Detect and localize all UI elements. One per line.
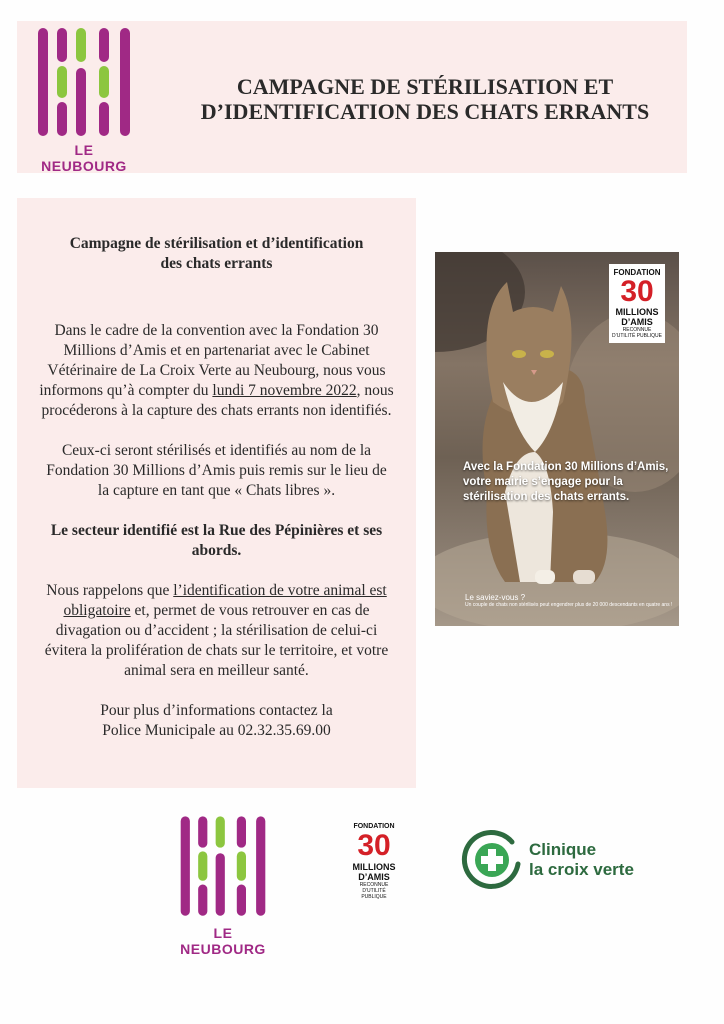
green-cross-icon — [460, 828, 524, 892]
paragraph-sterilisation: Ceux-ci seront stérilisés et identifiés au nom de la Fondation 30 Millions d’Amis puis remis sur le lieu de la capture en tant que « Chats libres ». — [46, 442, 387, 499]
contact-phone: Police Municipale au 02.32.35.69.00 — [102, 722, 331, 739]
le-neubourg-logo — [34, 28, 134, 174]
contact-line1: Pour plus d’informations contactez la — [100, 702, 333, 719]
footer-badge-utilite: D’UTILITÉ PUBLIQUE — [361, 888, 387, 900]
start-date: lundi 7 novembre 2022 — [212, 382, 357, 399]
footer-badge-fondation: FONDATION — [353, 823, 395, 830]
fondation-30-millions-badge — [609, 264, 665, 343]
footer-badge-millions: MILLIONS — [352, 862, 396, 872]
announcement-title — [39, 234, 394, 274]
footer-fondation-30-millions-logo — [352, 823, 396, 900]
page-title-line1: CAMPAGNE DE STÉRILISATION ET — [236, 74, 614, 99]
poster-fact: Un couple de chats non stérilisés peut engendrer plus de 20 000 descendants en quatre ans ! — [465, 602, 673, 608]
page-title — [160, 74, 690, 124]
badge-fondation: FONDATION — [613, 268, 661, 277]
paragraph-convention-end: , nous procéderons à la capture des chats errants non identifiés. — [41, 382, 394, 419]
paragraph-convention — [39, 321, 394, 421]
paragraph-contact — [39, 701, 394, 741]
announcement-title-line2: des chats errants — [160, 255, 273, 272]
footer-badge-reconnue: RECONNUE — [359, 882, 389, 888]
footer-badge-amis: D’AMIS — [358, 872, 390, 882]
page-title-line2: D’IDENTIFICATION DES CHATS ERRANTS — [200, 99, 650, 124]
footer-le-neubourg-logo — [177, 815, 269, 957]
paragraph-identification-start: Nous rappelons que — [46, 582, 174, 599]
footer-le-neubourg-logo-text: LE NEUBOURG — [180, 925, 266, 957]
poster-question: Le saviez-vous ? — [465, 593, 526, 602]
badge-millions: MILLIONS — [615, 307, 659, 317]
announcement-title-line1: Campagne de stérilisation et d’identification — [69, 235, 364, 252]
clinique-name-line2: la croix verte — [529, 860, 634, 879]
footer-badge-number: 30 — [357, 829, 391, 862]
le-neubourg-logo-mark — [34, 28, 134, 138]
paragraph-sector: Le secteur identifié est la Rue des Pépinières et ses abords. — [50, 522, 383, 559]
footer-le-neubourg-logo-mark — [177, 815, 269, 919]
le-neubourg-logo-text: LE NEUBOURG — [41, 142, 127, 174]
poster-message: Avec la Fondation 30 Millions d’Amis, votre mairie s’engage pour la stérilisation des chats errants. — [463, 461, 669, 503]
clinique-croix-verte-logo — [460, 828, 660, 892]
poster-footer — [465, 593, 675, 608]
paragraph-convention-start: Dans le cadre de la convention avec la Fondation 30 Millions d’Amis et en partenariat avec le Cabinet Vétérinaire de La Croix Verte au Neubourg, nous vous informons qu’à compter du — [39, 322, 386, 399]
campaign-poster — [435, 252, 679, 626]
badge-number: 30 — [620, 275, 654, 308]
badge-utilite: D’UTILITÉ PUBLIQUE — [611, 333, 662, 339]
paragraph-identification — [39, 581, 394, 681]
clinique-name-line1: Clinique — [529, 840, 597, 859]
badge-reconnue: RECONNUE — [622, 327, 652, 333]
clinique-name — [529, 840, 634, 880]
paragraph-identification-end: et, permet de vous retrouver en cas de divagation ou d’accident ; la stérilisation de celui-ci évitera la prolifération de chats sur le territoire, et votre animal sera en meilleur santé. — [44, 602, 389, 679]
announcement-box — [17, 198, 416, 788]
identification-mandatory: l’identification de votre animal est obligatoire — [63, 582, 387, 619]
badge-amis: D’AMIS — [621, 317, 653, 327]
